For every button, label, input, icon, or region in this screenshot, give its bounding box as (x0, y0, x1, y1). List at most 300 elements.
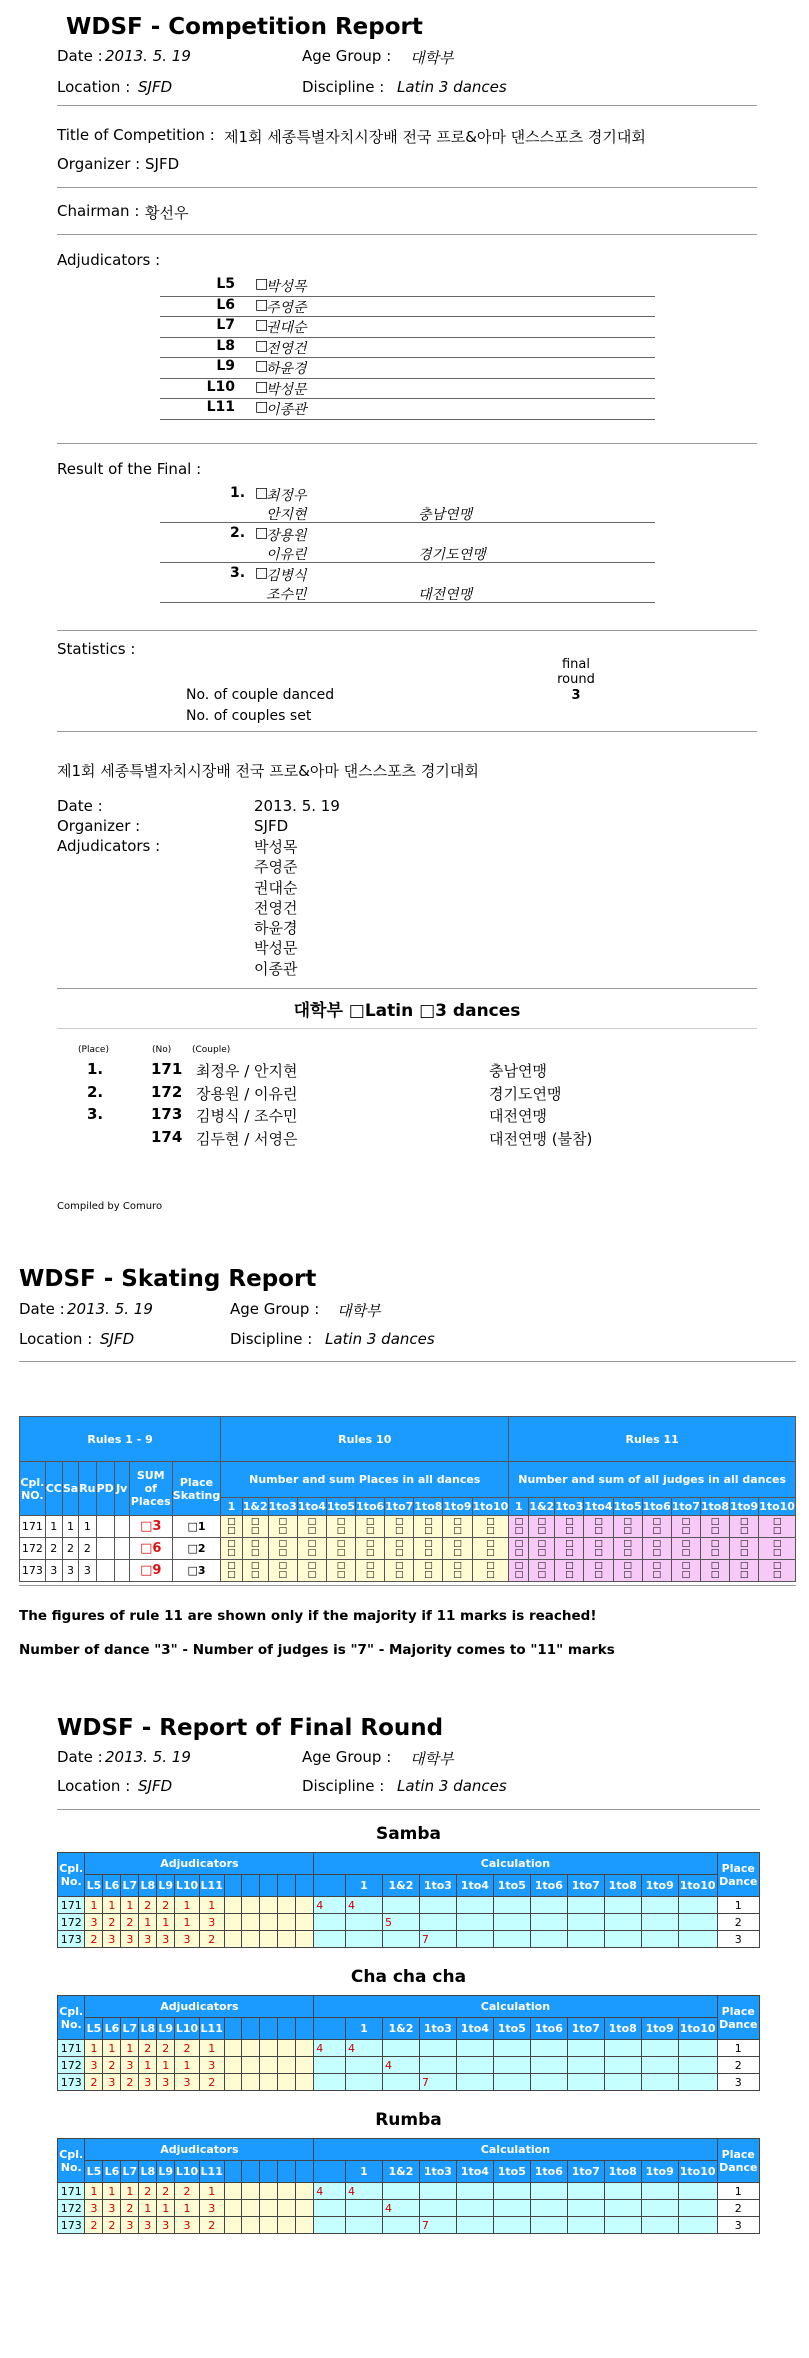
calc-col-header: 1to3 (419, 2018, 456, 2040)
rule11-col-header: 1&2 (529, 1498, 555, 1516)
rule11-col-header: 1to6 (642, 1498, 671, 1516)
calc-cell: 7 (419, 2217, 456, 2234)
number-sum-header: Number and sum Places in all dances (221, 1462, 509, 1498)
rule10-col-header: 1 (221, 1498, 243, 1516)
calc-cell (493, 2040, 530, 2057)
judge-mark: 3 (139, 1931, 157, 1948)
compiled-by: Compiled by Comuro (57, 1201, 163, 1212)
result-place: 2. (230, 525, 246, 541)
cpl-no-header: Cpl. No. (58, 1996, 85, 2040)
calc-header-empty (314, 2018, 346, 2040)
judge-mark: 1 (199, 1897, 224, 1914)
adjudicator-list (160, 276, 655, 420)
calc-cell (641, 1931, 678, 1948)
rule10-cell: □ □ (443, 1560, 472, 1582)
calc-col-header: 1 (345, 2018, 382, 2040)
calc-cell (382, 1931, 419, 1948)
calc-col-header: 1to4 (456, 2161, 493, 2183)
sum-places: □6 (129, 1538, 172, 1560)
result-name1: 최정우 (266, 488, 307, 504)
cpl-no-header: Cpl. No. (58, 1853, 85, 1897)
judge-header-empty (296, 2161, 314, 2183)
calc-cell (456, 2040, 493, 2057)
calc-col-header: 1to6 (530, 2161, 567, 2183)
rule10-cell: □ □ (472, 1538, 509, 1560)
jv-place (114, 1560, 129, 1582)
judge-header-empty (224, 2161, 242, 2183)
calc-cell (678, 2074, 717, 2091)
judge-header: L8 (139, 2161, 157, 2183)
skating-table (19, 1416, 796, 1582)
calc-cell (493, 1914, 530, 1931)
judge-mark: 1 (85, 2040, 103, 2057)
calc-cell (419, 2200, 456, 2217)
calc-cell (641, 2074, 678, 2091)
judge-mark: 1 (175, 1897, 200, 1914)
skating-row (20, 1538, 796, 1560)
rule11-cell: □ □ (555, 1560, 584, 1582)
calc-cell (567, 2057, 604, 2074)
judge-mark-empty (260, 2183, 278, 2200)
calculation-header: Calculation (314, 2139, 717, 2161)
judge-mark: 3 (139, 2217, 157, 2234)
judge-mark-empty (278, 2183, 296, 2200)
rule10-col-header: 1to6 (356, 1498, 385, 1516)
calculation-header: Calculation (314, 1853, 717, 1875)
calc-cell (530, 1931, 567, 1948)
dance-row (58, 2200, 760, 2217)
judge-mark: 3 (199, 1914, 224, 1931)
summary-row (57, 1060, 757, 1083)
place-dance: 1 (717, 1897, 759, 1914)
rule10-cell: □ □ (472, 1516, 509, 1538)
report-age-label: Age Group : (302, 47, 392, 65)
judge-mark: 3 (139, 2074, 157, 2091)
judge-mark-empty (296, 1914, 314, 1931)
pd-place (96, 1516, 114, 1538)
adjudicator-row (160, 338, 655, 359)
rule11-cell: □ □ (759, 1516, 796, 1538)
judge-mark: 2 (121, 2074, 139, 2091)
judge-mark: 1 (85, 2183, 103, 2200)
judge-mark: 1 (157, 2200, 175, 2217)
calc-cell (456, 1897, 493, 1914)
rule11-col-header: 1to7 (671, 1498, 700, 1516)
dance-table (57, 2138, 760, 2234)
summary-place: 3. (87, 1105, 104, 1123)
skating-row (20, 1560, 796, 1582)
rule10-col-header: 1to4 (297, 1498, 326, 1516)
calc-cell (530, 2217, 567, 2234)
rule10-col-header: 1to9 (443, 1498, 472, 1516)
judge-header: L9 (157, 2161, 175, 2183)
rule11-col-header: 1to9 (730, 1498, 759, 1516)
calc-cell (604, 2183, 641, 2200)
adjudicator-name: 전영건 (266, 340, 307, 357)
judge-header: L7 (121, 1875, 139, 1897)
sa-header: Sa (62, 1462, 78, 1516)
summary-rows (57, 1060, 757, 1150)
judge-header-empty (242, 1875, 260, 1897)
judge-mark: 2 (199, 2074, 224, 2091)
judge-mark-empty (224, 2217, 242, 2234)
judge-mark: 2 (85, 2074, 103, 2091)
judge-header: L9 (157, 1875, 175, 1897)
calc-cell (604, 1931, 641, 1948)
judge-mark: 2 (157, 2040, 175, 2057)
place-skating: □3 (172, 1560, 220, 1582)
adjudicator-name: 권대순 (266, 320, 307, 336)
calc-cell (345, 2074, 382, 2091)
summary-club: 대전연맹 (불참) (489, 1129, 593, 1148)
result-name1: 김병식 (266, 568, 307, 584)
judge-mark: 2 (103, 2057, 121, 2074)
dance-row (58, 2040, 760, 2057)
rule11-cell: □ □ (671, 1560, 700, 1582)
judge-mark: 1 (103, 2040, 121, 2057)
summary-organizer: SJFD (254, 817, 289, 835)
judge-mark-empty (278, 2074, 296, 2091)
calc-header-empty (314, 1875, 346, 1897)
calc-cell (678, 2057, 717, 2074)
rule11-cell: □ □ (730, 1538, 759, 1560)
rule10-cell: □ □ (221, 1538, 243, 1560)
cpl-no: 173 (58, 2074, 85, 2091)
judge-mark: 3 (199, 2200, 224, 2217)
calc-cell (314, 1931, 346, 1948)
cpl-no: 173 (20, 1560, 46, 1582)
box-glyph-icon: □ (255, 378, 269, 395)
final-date: 2013. 5. 19 (105, 1748, 191, 1766)
skating-row (20, 1516, 796, 1538)
rule11-cell: □ □ (584, 1538, 613, 1560)
rule10-cell: □ □ (297, 1538, 326, 1560)
judge-mark: 3 (199, 2057, 224, 2074)
judge-header: L6 (103, 2161, 121, 2183)
calc-col-header: 1 (345, 1875, 382, 1897)
skating-age-label: Age Group : (230, 1300, 320, 1318)
adjudicators-label: Adjudicators : (57, 251, 161, 269)
dance-row (58, 2074, 760, 2091)
judge-header-empty (260, 1875, 278, 1897)
result-place: 1. (230, 485, 246, 501)
judge-mark-empty (224, 2183, 242, 2200)
calc-cell (493, 1931, 530, 1948)
adjudicator-code: L6 (216, 296, 235, 313)
summary-club: 경기도연맹 (489, 1084, 562, 1103)
adjudicator-code: L7 (216, 317, 235, 333)
judge-header-empty (224, 2018, 242, 2040)
rule10-cell: □ □ (268, 1538, 297, 1560)
calc-cell (567, 1897, 604, 1914)
pd-header: PD (96, 1462, 114, 1516)
calc-cell (567, 2074, 604, 2091)
stats-value: 3 (571, 688, 581, 703)
rules-1-9-header: Rules 1 - 9 (20, 1417, 221, 1462)
rule11-cell: □ □ (700, 1538, 729, 1560)
calc-cell (456, 2200, 493, 2217)
cpl-no: 172 (20, 1538, 46, 1560)
judge-mark-empty (278, 1914, 296, 1931)
result-name2: 이유린 (266, 547, 307, 563)
judge-mark: 3 (121, 1931, 139, 1948)
judge-mark: 2 (121, 2200, 139, 2217)
rule11-cell: □ □ (509, 1560, 529, 1582)
judge-mark: 2 (175, 2040, 200, 2057)
calc-cell (530, 1897, 567, 1914)
cpl-no: 172 (58, 2200, 85, 2217)
summary-adjudicator-list (254, 837, 297, 979)
cc-header: CC (45, 1462, 62, 1516)
rule11-col-header: 1to3 (555, 1498, 584, 1516)
judge-mark-empty (296, 1897, 314, 1914)
stats-round: round (557, 672, 595, 687)
cpl-no: 173 (58, 2217, 85, 2234)
judge-mark-empty (260, 1897, 278, 1914)
calc-cell (419, 1914, 456, 1931)
judge-mark: 3 (175, 1931, 200, 1948)
judge-mark-empty (242, 2074, 260, 2091)
calc-cell (493, 2074, 530, 2091)
final-title: WDSF - Report of Final Round (57, 1715, 444, 1741)
col-no-header: (No) (152, 1045, 172, 1055)
rule11-cell: □ □ (613, 1538, 642, 1560)
adjudicators-header: Adjudicators (85, 1853, 314, 1875)
box-glyph-icon: □ (255, 485, 269, 501)
skating-location-label: Location : (19, 1330, 93, 1348)
adjudicator-name: 하윤경 (266, 361, 307, 377)
judge-header: L10 (175, 2161, 200, 2183)
dance-table (57, 1852, 760, 1948)
rule11-col-header: 1to5 (613, 1498, 642, 1516)
judge-header: L6 (103, 1875, 121, 1897)
summary-no: 172 (151, 1082, 183, 1101)
summary-adjudicator: 하윤경 (254, 919, 298, 938)
calc-cell (314, 2217, 346, 2234)
calc-cell (604, 2040, 641, 2057)
judge-mark: 1 (139, 2200, 157, 2217)
rule10-cell: □ □ (242, 1516, 268, 1538)
judge-header: L11 (199, 1875, 224, 1897)
dance-table (57, 1995, 760, 2091)
judge-mark: 1 (199, 2040, 224, 2057)
pd-place (96, 1560, 114, 1582)
rule10-cell: □ □ (221, 1516, 243, 1538)
jv-header: Jv (114, 1462, 129, 1516)
calc-cell: 4 (314, 1897, 346, 1914)
adjudicator-name: 주영준 (266, 299, 307, 316)
rule11-cell: □ □ (730, 1516, 759, 1538)
judge-mark: 3 (121, 2057, 139, 2074)
calc-col-header: 1to5 (493, 2018, 530, 2040)
calc-cell (382, 1897, 419, 1914)
summary-date: 2013. 5. 19 (254, 797, 340, 815)
judge-header-empty (260, 2161, 278, 2183)
calc-cell (419, 2057, 456, 2074)
calc-cell: 4 (345, 1897, 382, 1914)
cpl-no-header: Cpl. NO. (20, 1462, 46, 1516)
judge-mark-empty (224, 2040, 242, 2057)
adjudicator-row (160, 399, 655, 420)
cc-place: 1 (45, 1516, 62, 1538)
judge-header-empty (242, 2018, 260, 2040)
calc-col-header: 1to6 (530, 2018, 567, 2040)
rule11-cell: □ □ (759, 1538, 796, 1560)
judge-mark: 3 (157, 1931, 175, 1948)
rule10-cell: □ □ (326, 1516, 355, 1538)
summary-title: 제1회 세종특별자치시장배 전국 프로&아마 댄스스포츠 경기대회 (57, 762, 479, 780)
rule11-cell: □ □ (529, 1560, 555, 1582)
judge-mark-empty (260, 1931, 278, 1948)
box-glyph-icon: □ (255, 337, 269, 354)
judge-header-empty (278, 2018, 296, 2040)
calc-col-header: 1&2 (382, 2161, 419, 2183)
calc-col-header: 1to5 (493, 2161, 530, 2183)
judge-mark: 2 (199, 1931, 224, 1948)
calc-cell (493, 2057, 530, 2074)
summary-no: 171 (151, 1060, 183, 1078)
judge-header: L10 (175, 2018, 200, 2040)
dance-row (58, 2183, 760, 2200)
calc-cell (345, 2057, 382, 2074)
judge-mark-empty (260, 2074, 278, 2091)
rule10-cell: □ □ (268, 1516, 297, 1538)
rule10-cell: □ □ (268, 1560, 297, 1582)
rule10-col-header: 1to8 (414, 1498, 443, 1516)
calc-header-empty (314, 2161, 346, 2183)
summary-couple: 최정우 / 안지현 (196, 1062, 298, 1080)
final-date-label: Date : (57, 1748, 103, 1766)
place-skating-header: Place Skating (172, 1462, 220, 1516)
report-date: 2013. 5. 19 (105, 47, 191, 65)
cpl-no: 172 (58, 2057, 85, 2074)
judge-header: L7 (121, 2018, 139, 2040)
judge-mark: 3 (103, 1931, 121, 1948)
organizer-label: Organizer : (57, 155, 141, 173)
judge-mark: 2 (139, 2183, 157, 2200)
calc-cell (678, 2200, 717, 2217)
judge-mark-empty (242, 2217, 260, 2234)
calc-cell: 4 (382, 2200, 419, 2217)
sa-place: 2 (62, 1538, 78, 1560)
rule10-cell: □ □ (297, 1560, 326, 1582)
calc-cell (530, 1914, 567, 1931)
rule10-col-header: 1to3 (268, 1498, 297, 1516)
statistics-label: Statistics : (57, 640, 136, 658)
summary-adjudicator: 주영준 (254, 858, 298, 877)
judge-mark-empty (242, 2040, 260, 2057)
calc-cell (567, 1914, 604, 1931)
rule11-cell: □ □ (613, 1560, 642, 1582)
rule10-cell: □ □ (385, 1560, 414, 1582)
place-dance: 3 (717, 2074, 759, 2091)
adjudicator-row (160, 276, 655, 297)
summary-no: 173 (151, 1105, 183, 1123)
judge-mark-empty (296, 2200, 314, 2217)
skating-date: 2013. 5. 19 (67, 1300, 153, 1318)
summary-row (57, 1083, 757, 1106)
judge-mark-empty (278, 2200, 296, 2217)
calc-cell (530, 2057, 567, 2074)
rule11-cell: □ □ (584, 1516, 613, 1538)
calc-cell: 4 (345, 2183, 382, 2200)
final-discipline-label: Discipline : (302, 1777, 385, 1795)
adjudicator-code: L8 (216, 337, 235, 354)
judge-mark-empty (278, 1931, 296, 1948)
adjudicators-header: Adjudicators (85, 2139, 314, 2161)
calc-cell (604, 2074, 641, 2091)
rule11-cell: □ □ (700, 1560, 729, 1582)
final-location-label: Location : (57, 1777, 131, 1795)
rule10-cell: □ □ (472, 1560, 509, 1582)
calc-cell (678, 1914, 717, 1931)
judge-mark-empty (224, 2057, 242, 2074)
ru-header: Ru (79, 1462, 96, 1516)
judge-mark-empty (296, 1931, 314, 1948)
calc-cell (567, 2217, 604, 2234)
rule10-cell: □ □ (414, 1516, 443, 1538)
dance-row (58, 1931, 760, 1948)
calc-col-header: 1to7 (567, 2161, 604, 2183)
rule11-cell: □ □ (730, 1560, 759, 1582)
box-glyph-icon: □ (255, 525, 269, 541)
judge-mark: 2 (157, 1897, 175, 1914)
calc-cell (530, 2183, 567, 2200)
calc-cell (678, 2183, 717, 2200)
judge-mark-empty (278, 1897, 296, 1914)
summary-adjudicator: 이종관 (254, 959, 298, 978)
place-dance-header: Place Dance (717, 2139, 759, 2183)
rule11-cell: □ □ (671, 1538, 700, 1560)
judge-mark: 1 (175, 2200, 200, 2217)
judge-mark: 1 (103, 2183, 121, 2200)
calc-cell (641, 2200, 678, 2217)
judge-header: L5 (85, 2018, 103, 2040)
judge-mark: 3 (121, 2217, 139, 2234)
judge-mark-empty (224, 2200, 242, 2217)
result-list (160, 483, 655, 603)
judge-mark-empty (224, 1897, 242, 1914)
result-club: 경기도연맹 (418, 547, 486, 563)
result-club: 대전연맹 (418, 587, 473, 603)
rules-11-header: Rules 11 (509, 1417, 796, 1462)
dance-row (58, 1897, 760, 1914)
rule11-cell: □ □ (759, 1560, 796, 1582)
place-dance: 3 (717, 1931, 759, 1948)
result-club: 충남연맹 (418, 507, 473, 523)
number-sum-judges-header: Number and sum of all judges in all dances (509, 1462, 796, 1498)
adjudicator-code: L9 (216, 358, 235, 374)
summary-adjudicator: 전영건 (254, 898, 298, 917)
calc-cell (567, 2183, 604, 2200)
rule11-cell: □ □ (509, 1538, 529, 1560)
judge-mark: 1 (121, 1897, 139, 1914)
calc-cell: 7 (419, 1931, 456, 1948)
result-row (160, 483, 655, 523)
ru-place: 3 (79, 1560, 96, 1582)
pd-place (96, 1538, 114, 1560)
judge-mark-empty (260, 2040, 278, 2057)
adjudicator-name: 박성목 (266, 279, 307, 295)
judge-mark-empty (278, 2217, 296, 2234)
judge-header-empty (224, 1875, 242, 1897)
calc-cell (530, 2040, 567, 2057)
judge-mark: 2 (199, 2217, 224, 2234)
rule10-col-header: 1to7 (385, 1498, 414, 1516)
judge-mark: 3 (175, 2217, 200, 2234)
calc-cell (345, 2200, 382, 2217)
calc-cell (456, 2217, 493, 2234)
